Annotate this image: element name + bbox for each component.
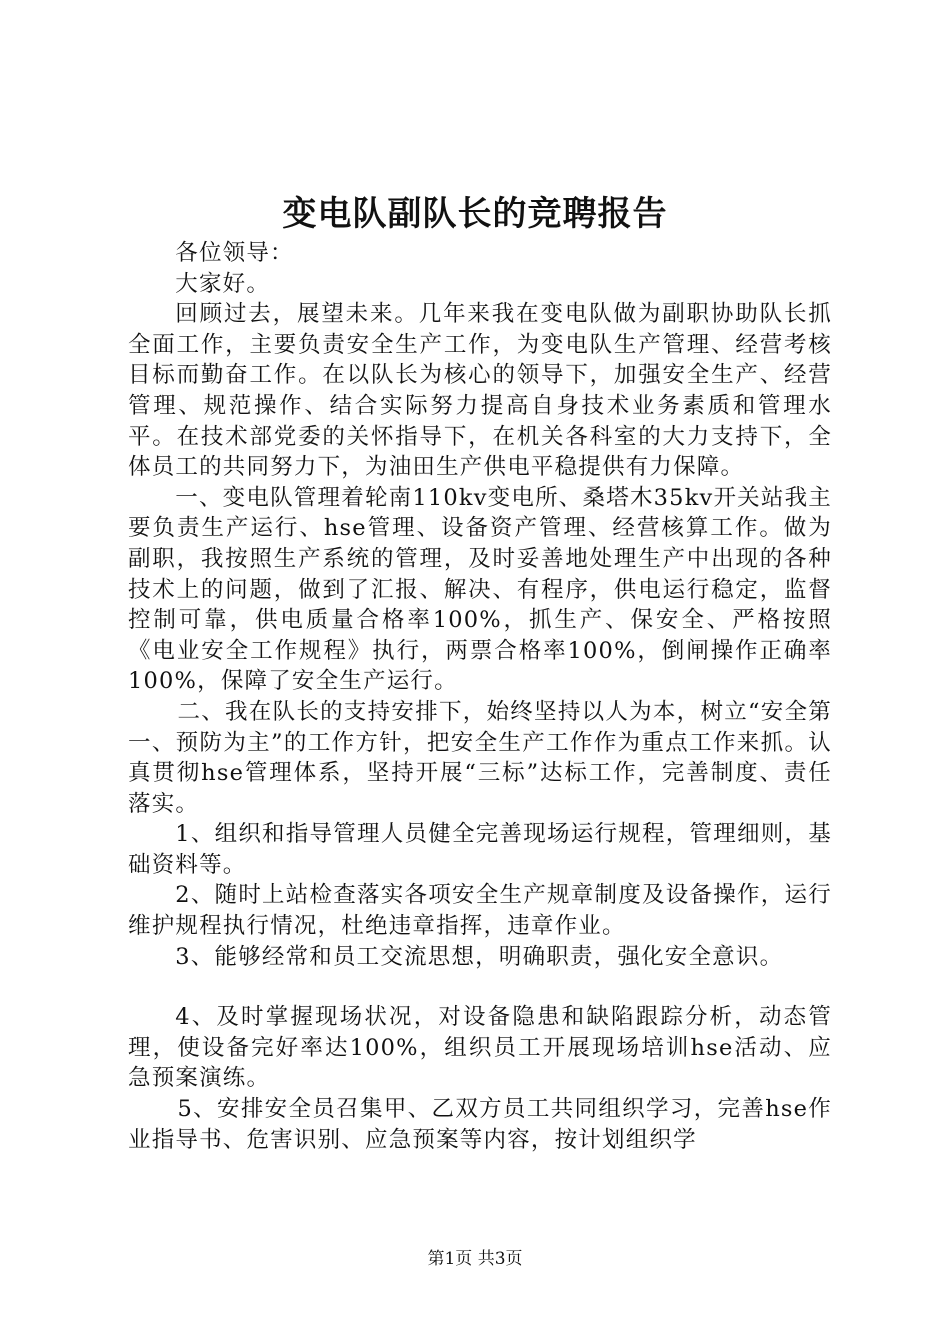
- spacer: [128, 972, 832, 1002]
- document-title: 变电队副队长的竞聘报告: [282, 194, 668, 234]
- list-item-4: 4、及时掌握现场状况，对设备隐患和缺陷跟踪分析，动态管理，使设备完好率达100%，组织员工开展现场培训hse活动、应急预案演练。: [128, 1004, 832, 1092]
- page-footer: 第1页 共3页: [427, 1249, 523, 1269]
- greeting: 大家好。: [175, 270, 271, 297]
- list-item-5: 5、安排安全员召集甲、乙双方员工共同组织学习，完善hse作业指导书、危害识别、应急预案等内容，按计划组织学: [128, 1096, 832, 1153]
- paragraph-review: 回顾过去，展望未来。几年来我在变电队做为副职协助队长抓全面工作，主要负责安全生产工作，为变电队生产管理、经营考核目标而勤奋工作。在以队长为核心的领导下，加强安全生产、经营管理、规范操作、结合实际努力提高自身技术业务素质和管理水平。在技术部党委的关怀指导下，在机关各科室的大力支持下，全体员工的共同努力下，为油田生产供电平稳提供有力保障。: [128, 301, 832, 481]
- salutation: 各位领导：: [175, 240, 294, 266]
- paragraph-section-1: 一、变电队管理着轮南110kv变电所、桑塔木35kv开关站我主要负责生产运行、hse管理、设备资产管理、经营核算工作。做为副职，我按照生产系统的管理，及时妥善地处理生产中出现的各种技术上的问题，做到了汇报、解决、有程序，供电运行稳定，监督控制可靠，供电质量合格率100%，抓生产、保安全、严格按照《电业安全工作规程》执行，两票合格率100%，倒闸操作正确率100%，保障了安全生产运行。: [128, 484, 832, 695]
- document-body: [128, 238, 832, 1155]
- paragraph-section-2: 二、我在队长的支持安排下，始终坚持以人为本，树立“安全第一、预防为主”的工作方针，把安全生产工作作为重点工作来抓。认真贯彻hse管理体系，坚持开展“三标”达标工作，完善制度、责任落实。: [128, 698, 832, 817]
- list-item-1: 1、组织和指导管理人员健全完善现场运行规程，管理细则，基础资料等。: [128, 821, 832, 878]
- list-item-3: 3、能够经常和员工交流思想，明确职责，强化安全意识。: [175, 943, 784, 970]
- list-item-2: 2、随时上站检查落实各项安全生产规章制度及设备操作，运行维护规程执行情况，杜绝违章指挥，违章作业。: [128, 882, 832, 940]
